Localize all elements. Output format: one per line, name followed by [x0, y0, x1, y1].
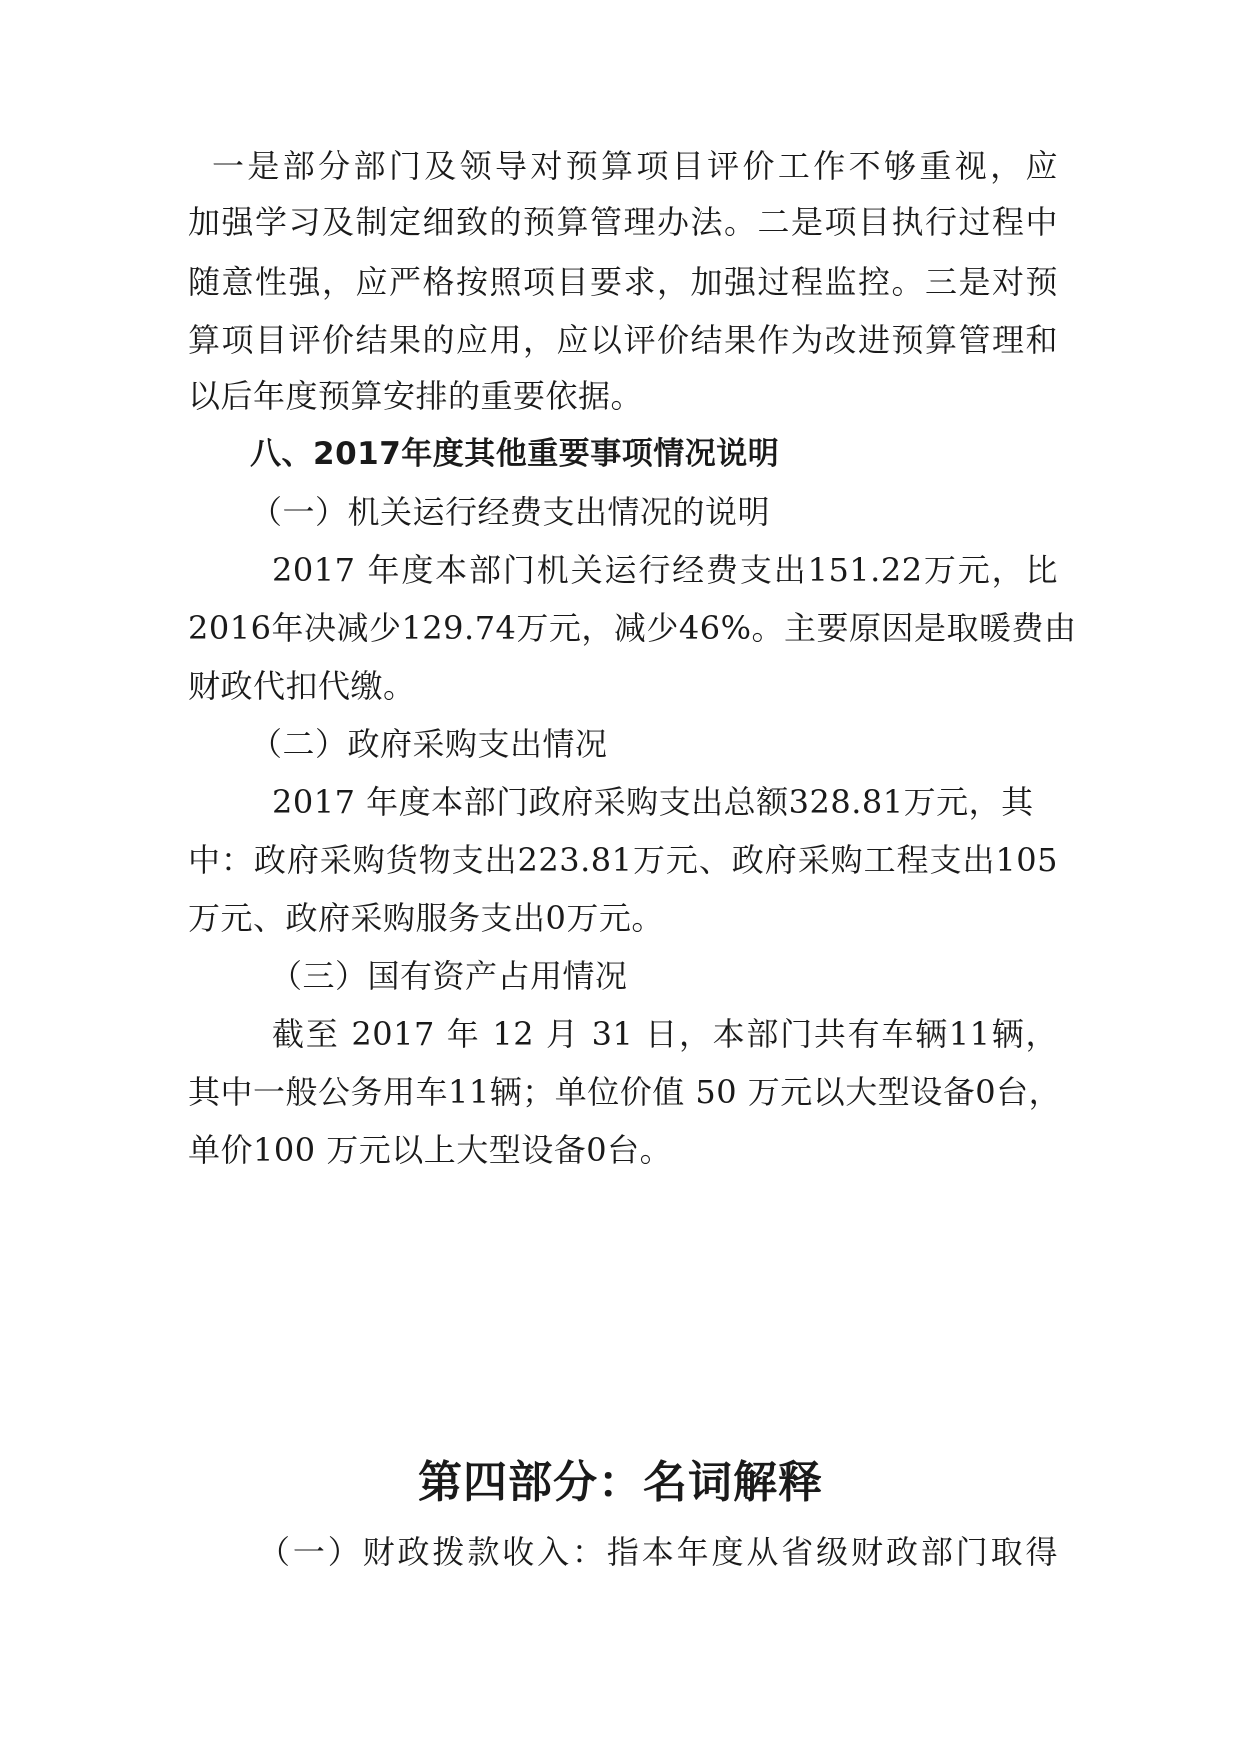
paragraph-line: 一是部分部门及领导对预算项目评价工作不够重视，应 [212, 147, 1058, 185]
paragraph-line: 加强学习及制定细致的预算管理办法。二是项目执行过程中 [188, 203, 1058, 241]
paragraph-line: 中：政府采购货物支出223.81万元、政府采购工程支出105 [188, 841, 1058, 879]
paragraph-line: 其中一般公务用车11辆；单位价值 50 万元以大型设备0台， [188, 1073, 1062, 1111]
subsection-heading: （一）机关运行经费支出情况的说明 [250, 493, 771, 531]
paragraph-line: 算项目评价结果的应用，应以评价结果作为改进预算管理和 [188, 321, 1058, 359]
subsection-heading: （三）国有资产占用情况 [270, 957, 628, 995]
paragraph-line: 以后年度预算安排的重要依据。 [188, 377, 644, 415]
paragraph-line: 万元、政府采购服务支出0万元。 [188, 899, 664, 937]
paragraph-line: （一）财政拨款收入：指本年度从省级财政部门取得 [258, 1533, 1058, 1571]
paragraph-line: 2017 年度本部门政府采购支出总额328.81万元，其 [272, 783, 1034, 821]
paragraph-line: 财政代扣代缴。 [188, 667, 416, 705]
subsection-heading: （二）政府采购支出情况 [250, 725, 608, 763]
paragraph-line: 2017 年度本部门机关运行经费支出151.22万元，比 [272, 551, 1058, 589]
section-heading: 八、2017年度其他重要事项情况说明 [250, 436, 780, 472]
paragraph-line: 单价100 万元以上大型设备0台。 [188, 1131, 673, 1169]
paragraph-line: 2016年决减少129.74万元，减少46%。主要原因是取暖费由 [188, 609, 1077, 647]
paragraph-line: 截至 2017 年 12 月 31 日，本部门共有车辆11辆， [272, 1015, 1058, 1053]
paragraph-line: 随意性强，应严格按照项目要求，加强过程监控。三是对预 [188, 263, 1058, 301]
part-title: 第四部分：名词解释 [418, 1457, 823, 1508]
